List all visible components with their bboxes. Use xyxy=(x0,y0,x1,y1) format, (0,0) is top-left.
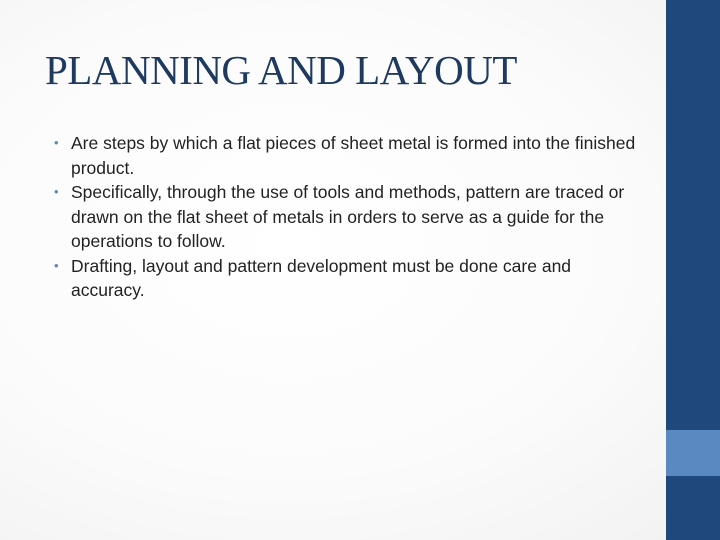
bullet-icon: • xyxy=(54,184,59,199)
bullet-text: Drafting, layout and pattern development must be done care and accuracy. xyxy=(71,255,572,300)
bullet-item xyxy=(54,254,644,303)
slide-title: PLANNING AND LAYOUT xyxy=(45,47,517,93)
bullet-icon: • xyxy=(54,257,59,273)
bullet-text: Specifically, through the use of tools and methods, pattern are traced or drawn on the flat sheet of metals in orders to serve as a guide for the operations to follow. xyxy=(71,182,625,251)
side-bar-accent-segment xyxy=(666,430,720,476)
side-bar-dark-segment xyxy=(666,0,720,430)
bullet-text: Are steps by which a flat pieces of sheet metal is formed into the finished product. xyxy=(71,133,636,178)
decorative-side-bar xyxy=(666,0,720,540)
bullet-item xyxy=(54,131,644,180)
bullet-icon: • xyxy=(54,135,59,150)
bullet-list xyxy=(54,131,644,303)
side-bar-bottom-segment xyxy=(666,476,720,540)
bullet-item xyxy=(54,180,644,254)
